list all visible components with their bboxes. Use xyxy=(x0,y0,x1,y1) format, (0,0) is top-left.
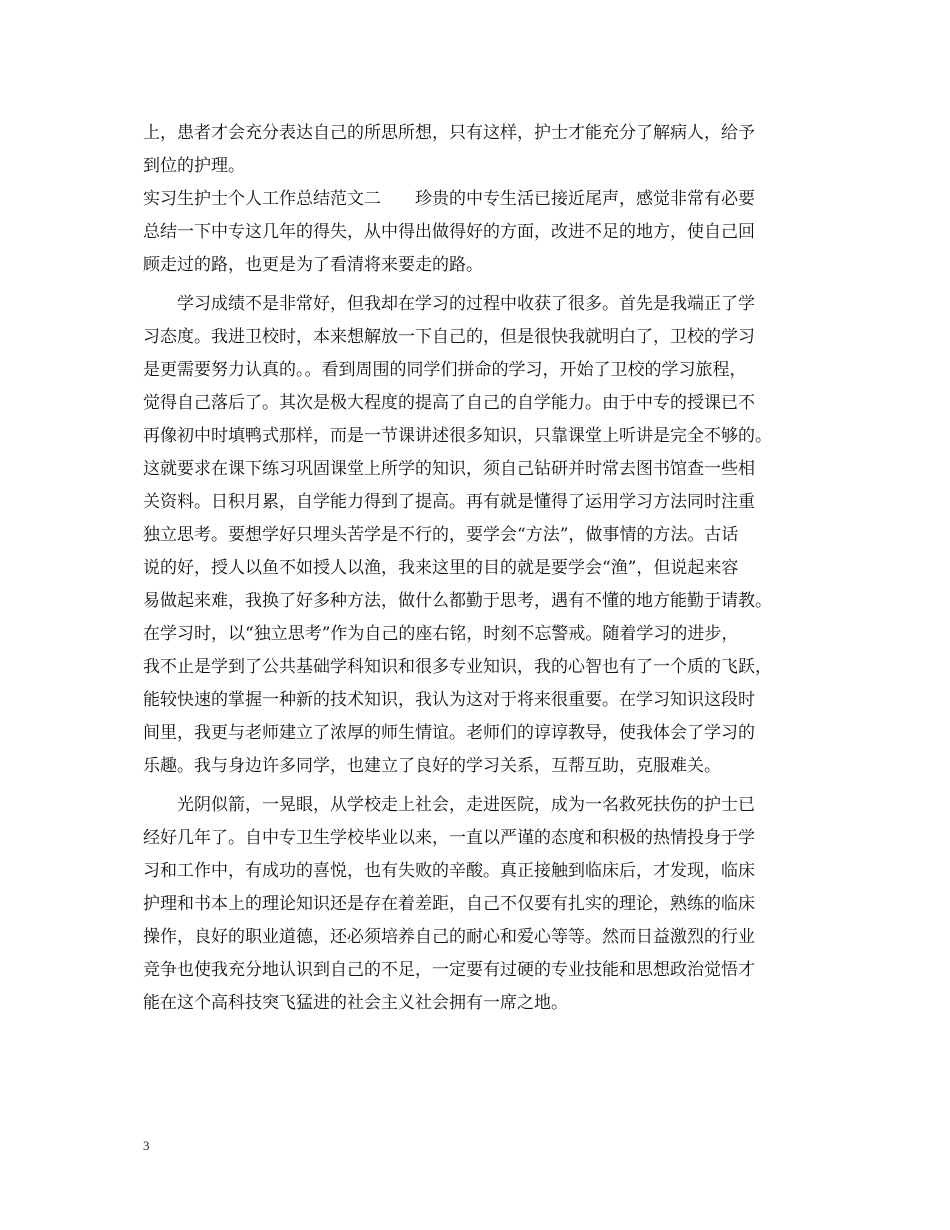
text-line: 护理和书本上的理论知识还是存在着差距，自己不仅要有扎实的理论，熟练的临床 xyxy=(143,894,755,914)
text-line: 易做起来难，我换了好多种方法，做什么都勤于思考，遇有不懂的地方能勤于请教。 xyxy=(143,591,772,611)
text-line: 顾走过的路，也更是为了看清将来要走的路。 xyxy=(143,255,483,275)
text-line: 能在这个高科技突飞猛进的社会主义社会拥有一席之地。 xyxy=(143,993,568,1013)
page-number: 3 xyxy=(143,1138,150,1153)
text-line: 操作，良好的职业道德，还必须培养自己的耐心和爱心等等。然而日益激烈的行业 xyxy=(143,927,755,947)
text-line: 独立思考。要想学好只埋头苦学是不行的，要学会“方法”，做事情的方法。古话 xyxy=(143,525,739,545)
text-line: 习和工作中，有成功的喜悦，也有失败的辛酸。真正接触到临床后，才发现，临床 xyxy=(143,861,755,881)
text-line: 是更需要努力认真的。。看到周围的同学们拼命的学习，开始了卫校的学习旅程， xyxy=(143,360,747,380)
text-line: 上，患者才会充分表达自己的所思所想，只有这样，护士才能充分了解病人，给予 xyxy=(143,123,755,143)
text-line: 间里，我更与老师建立了浓厚的师生情谊。老师们的谆谆教导，使我体会了学习的 xyxy=(143,723,755,743)
text-line: 说的好，授人以鱼不如授人以渔，我来这里的目的就是要学会“渔”，但说起来容 xyxy=(143,558,739,578)
paragraph-first-line: 学习成绩不是非常好，但我却在学习的过程中收获了很多。首先是我端正了学 xyxy=(177,294,755,314)
text-line: 再像初中时填鸭式那样，而是一节课讲述很多知识，只靠课堂上听讲是完全不够的。 xyxy=(143,426,772,446)
paragraph-first-line: 光阴似箭，一晃眼，从学校走上社会，走进医院，成为一名救死扶伤的护士已 xyxy=(177,795,755,815)
text-line: 我不止是学到了公共基础学科知识和很多专业知识，我的心智也有了一个质的飞跃， xyxy=(143,657,772,677)
text-line: 总结一下中专这几年的得失，从中得出做得好的方面，改进不足的地方，使自己回 xyxy=(143,222,755,242)
text-line: 习态度。我进卫校时，本来想解放一下自己的，但是很快我就明白了，卫校的学习 xyxy=(143,327,755,347)
section-heading-line: 实习生护士个人工作总结范文二 珍贵的中专生活已接近尾声，感觉非常有必要 xyxy=(143,189,755,209)
text-line: 能较快速的掌握一种新的技术知识，我认为这对于将来很重要。在学习知识这段时 xyxy=(143,690,755,710)
text-line: 竞争也使我充分地认识到自己的不足，一定要有过硬的专业技能和思想政治觉悟才 xyxy=(143,960,755,980)
text-line: 觉得自己落后了。其次是极大程度的提高了自己的自学能力。由于中专的授课已不 xyxy=(143,393,755,413)
text-line: 经好几年了。自中专卫生学校毕业以来，一直以严谨的态度和积极的热情投身于学 xyxy=(143,828,755,848)
text-line: 在学习时，以“独立思考”作为自己的座右铭，时刻不忘警戒。随着学习的进步， xyxy=(143,624,739,644)
text-line: 乐趣。我与身边许多同学，也建立了良好的学习关系，互帮互助，克服难关。 xyxy=(143,756,721,776)
text-line: 关资料。日积月累，自学能力得到了提高。再有就是懂得了运用学习方法同时注重 xyxy=(143,492,755,512)
text-line: 这就要求在课下练习巩固课堂上所学的知识，须自己钻研并时常去图书馆查一些相 xyxy=(143,459,755,479)
text-line: 到位的护理。 xyxy=(143,156,245,176)
